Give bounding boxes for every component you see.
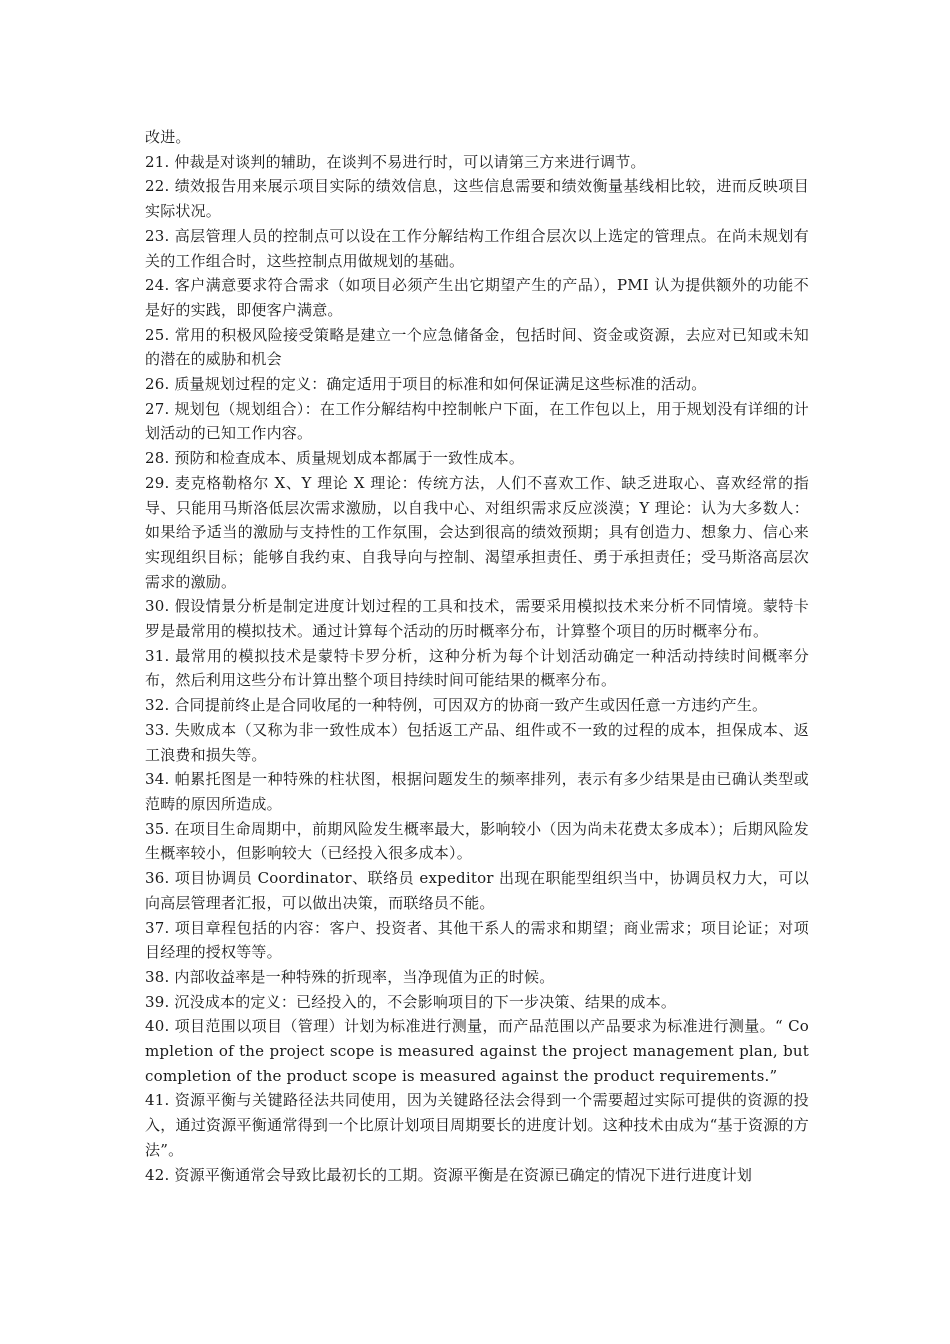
paragraph: 33. 失败成本（又称为非一致性成本）包括返工产品、组件或不一致的过程的成本，担保成本、返工浪费和损失等。 — [145, 720, 809, 764]
paragraph: 40. 项目范围以项目（管理）计划为标准进行测量，而产品范围以产品要求为标准进行测量。“ Completion of the project scope is measured against the project management plan, but completion of the product scope is measured against the product requirements.” — [145, 1017, 809, 1085]
paragraph: 21. 仲裁是对谈判的辅助，在谈判不易进行时，可以请第三方来进行调节。 — [145, 152, 646, 171]
paragraph: 34. 帕累托图是一种特殊的柱状图，根据问题发生的频率排列，表示有多少结果是由已确认类型或范畴的原因所造成。 — [145, 770, 809, 813]
paragraph: 23. 高层管理人员的控制点可以设在工作分解结构工作组合层次以上选定的管理点。在尚未规划有关的工作组合时，这些控制点用做规划的基础。 — [145, 226, 809, 270]
paragraph: 31. 最常用的模拟技术是蒙特卡罗分析，这种分析为每个计划活动确定一种活动持续时间概率分布，然后利用这些分布计算出整个项目持续时间可能结果的概率分布。 — [145, 646, 809, 690]
paragraph: 39. 沉没成本的定义：已经投入的，不会影响项目的下一步决策、结果的成本。 — [145, 992, 677, 1011]
paragraph: 改进。 — [145, 128, 191, 146]
paragraph: 30. 假设情景分析是制定进度计划过程的工具和技术，需要采用模拟技术来分析不同情境。蒙特卡罗是最常用的模拟技术。通过计算每个活动的历时概率分布，计算整个项目的历时概率分布。 — [145, 597, 809, 641]
paragraph: 42. 资源平衡通常会导致比最初长的工期。资源平衡是在资源已确定的情况下进行进度计划 — [145, 1165, 753, 1184]
paragraph: 28. 预防和检查成本、质量规划成本都属于一致性成本。 — [145, 449, 525, 468]
paragraph: 22. 绩效报告用来展示项目实际的绩效信息，这些信息需要和绩效衡量基线相比较，进而反映项目实际状况。 — [145, 177, 809, 221]
paragraph: 37. 项目章程包括的内容：客户、投资者、其他干系人的需求和期望；商业需求；项目论证；对项目经理的授权等等。 — [145, 918, 809, 962]
paragraph: 26. 质量规划过程的定义：确定适用于项目的标准和如何保证满足这些标准的活动。 — [145, 375, 707, 394]
paragraph: 36. 项目协调员 Coordinator、联络员 expeditor 出现在职能型组织当中，协调员权力大，可以向高层管理者汇报，可以做出决策，而联络员不能。 — [145, 869, 809, 912]
paragraph: 32. 合同提前终止是合同收尾的一种特例，可因双方的协商一致产生或因任意一方违约产生。 — [145, 696, 768, 715]
paragraph: 38. 内部收益率是一种特殊的折现率，当净现值为正的时候。 — [145, 967, 555, 986]
document-body — [145, 125, 809, 1187]
paragraph: 35. 在项目生命周期中，前期风险发生概率最大，影响较小（因为尚未花费太多成本）；后期风险发生概率较小，但影响较大（已经投入很多成本）。 — [145, 819, 809, 863]
paragraph: 41. 资源平衡与关键路径法共同使用，因为关键路径法会得到一个需要超过实际可提供的资源的投入，通过资源平衡通常得到一个比原计划项目周期要长的进度计划。这种技术由成为“基于资源的方法”。 — [145, 1091, 809, 1159]
paragraph: 27. 规划包（规划组合）：在工作分解结构中控制帐户下面，在工作包以上，用于规划没有详细的计划活动的已知工作内容。 — [145, 399, 809, 443]
paragraph: 29. 麦克格勒格尔 X、Y 理论 X 理论：传统方法，人们不喜欢工作、缺乏进取心、喜欢经常的指导、只能用马斯洛低层次需求激励，以自我中心、对组织需求反应淡漠；Y 理论：认为大多数人：如果给予适当的激励与支持性的工作氛围，会达到很高的绩效预期；具有创造力、想象力、信心来实现组织目标；能够自我约束、自我导向与控制、渴望承担责任、勇于承担责任；受马斯洛高层次需求的激励。 — [145, 473, 809, 591]
paragraph: 25. 常用的积极风险接受策略是建立一个应急储备金，包括时间、资金或资源，去应对已知或未知的潜在的威胁和机会 — [145, 325, 809, 369]
paragraph: 24. 客户满意要求符合需求（如项目必须产生出它期望产生的产品），PMI 认为提供额外的功能不是好的实践，即便客户满意。 — [145, 276, 809, 319]
